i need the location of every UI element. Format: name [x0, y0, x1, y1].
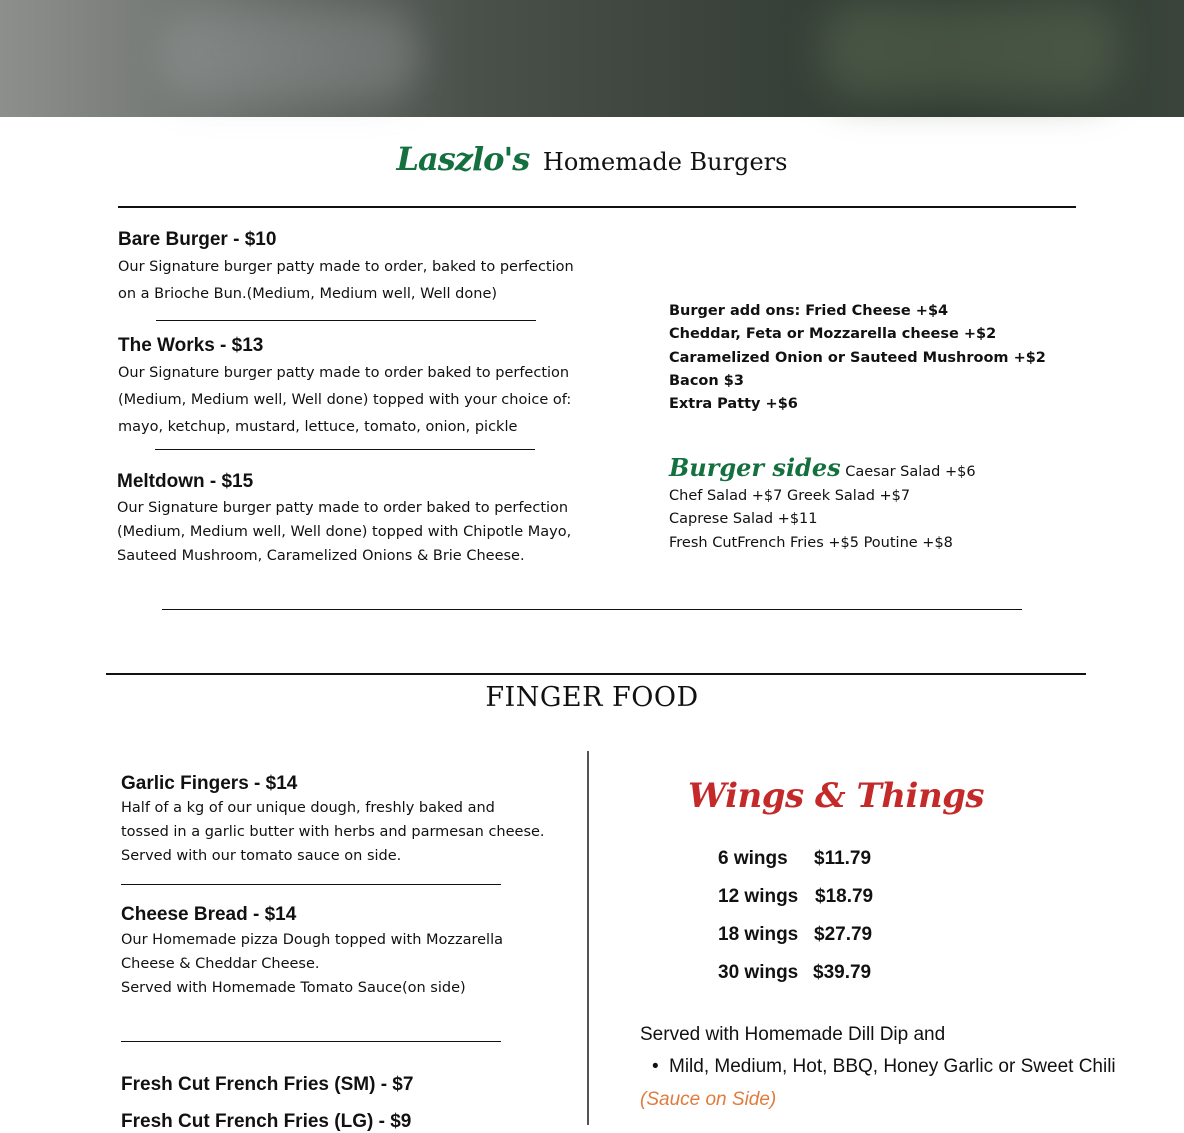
photo-blur-right [820, 0, 1120, 100]
brand-script: Laszlo's [396, 140, 530, 178]
burger-item-name: Bare Burger - $10 [118, 229, 277, 250]
burger-item-desc: Our Signature burger patty made to order baked to perfection (Medium, Medium well, Well done) topped with Chipotle Mayo, Sauteed Mushroom, Caramelized Onions & Brie Cheese. [117, 500, 572, 564]
sauce-note: (Sauce on Side) [640, 1089, 777, 1110]
burgers-title: Homemade Burgers [542, 148, 788, 176]
burgers-heading [0, 140, 1184, 178]
burger-addons: Burger add ons: Fried Cheese +$4 Cheddar, Feta or Mozzarella cheese +$2 Caramelized Onion or Sauteed Mushroom +$2 Bacon $3 Extra Patty +$6 [669, 303, 1046, 413]
wings-row: 18 wings $27.79 [718, 924, 873, 945]
bullet-icon: • [652, 1056, 659, 1077]
finger-item-name: Garlic Fingers - $14 [121, 773, 298, 794]
burger-item-desc: Our Signature burger patty made to order, baked to perfection on a Brioche Bun.(Medium, Medium well, Well done) [118, 259, 574, 302]
wings-title: Wings & Things [688, 776, 985, 816]
wings-row: 6 wings $11.79 [718, 848, 872, 869]
header-photo [0, 0, 1184, 117]
item-divider [121, 884, 501, 885]
burger-sides: Burger sides Caesar Salad +$6 Chef Salad +$7 Greek Salad +$7 Caprese Salad +$11 Fresh CutFrench Fries +$5 Poutine +$8 [669, 453, 976, 551]
section-divider-thin [162, 609, 1022, 610]
wings-row: 30 wings $39.79 [718, 962, 872, 983]
finger-food-title: FINGER FOOD [485, 682, 699, 713]
wings-sauces: • Mild, Medium, Hot, BBQ, Honey Garlic or Sweet Chili [652, 1056, 1116, 1077]
item-divider [155, 449, 535, 450]
wings-row: 12 wings $18.79 [718, 886, 874, 907]
wings-served-with: Served with Homemade Dill Dip and [640, 1024, 946, 1045]
finger-item-desc: Half of a kg of our unique dough, freshly baked and tossed in a garlic butter with herbs and parmesan cheese. Served with our tomato sauce on side. [121, 800, 545, 864]
item-divider [156, 320, 536, 321]
burger-item-name: Meltdown - $15 [117, 471, 254, 492]
fries-small: Fresh Cut French Fries (SM) - $7 [121, 1074, 414, 1095]
burgers-title-divider [118, 206, 1076, 208]
fries-large: Fresh Cut French Fries (LG) - $9 [121, 1111, 412, 1132]
finger-item-desc: Our Homemade pizza Dough topped with Mozzarella Cheese & Cheddar Cheese. Served with Homemade Tomato Sauce(on side) [121, 932, 503, 996]
column-divider [587, 751, 589, 1125]
burger-item-name: The Works - $13 [118, 335, 264, 356]
item-divider [121, 1041, 501, 1042]
section-divider [106, 673, 1086, 675]
finger-item-name: Cheese Bread - $14 [121, 904, 297, 925]
photo-blur-left [160, 10, 420, 100]
sides-script-label: Burger sides [669, 453, 841, 482]
burger-item-desc: Our Signature burger patty made to order baked to perfection (Medium, Medium well, Well done) topped with your choice of: mayo, ketchup, mustard, lettuce, tomato, onion, pickle [118, 365, 572, 435]
